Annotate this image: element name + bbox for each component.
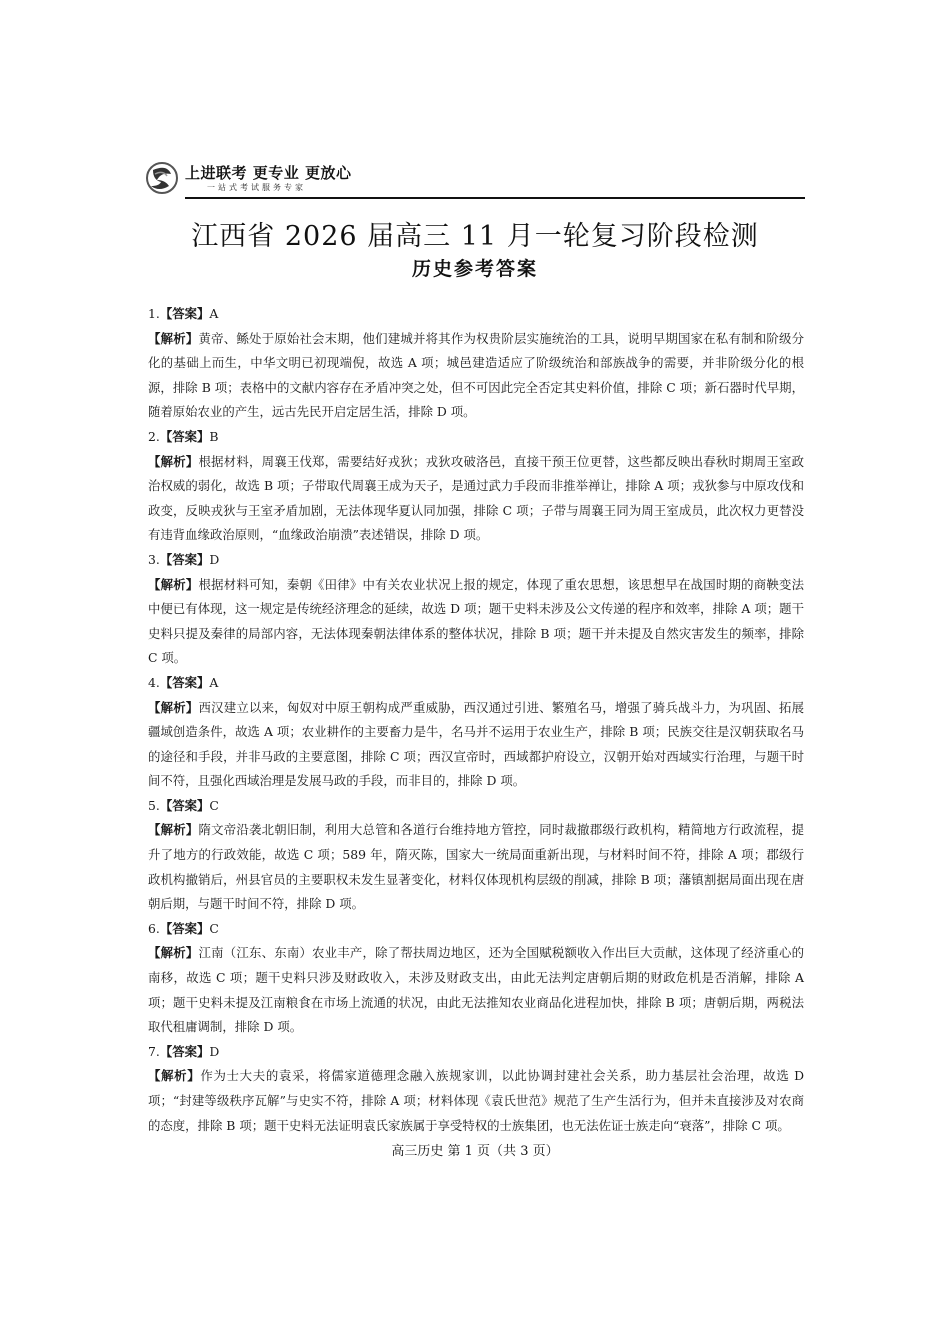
answers-list — [148, 302, 804, 1138]
explanation-tag: 【解析】 — [148, 330, 199, 346]
explanation-tag: 【解析】 — [148, 822, 199, 838]
page-subtitle: 历史参考答案 — [411, 258, 538, 280]
explanation-tag: 【解析】 — [148, 453, 199, 469]
answer-line — [148, 548, 804, 573]
question-item-5 — [148, 794, 804, 917]
explanation-text: 根据材料可知，秦朝《田律》中有关农业状况上报的规定，体现了重农思想，该思想早在战国时期的商鞅变法中便已有体现，这一规定是传统经济理念的延续，故选 D 项；题干史料未涉及公文传递的程序和效率，排除 A 项；题干史料只提及秦律的局部内容，无法体现秦朝法律体系的整体状况，排除 B 项；题干并未提及自然灾害发生的频率，排除 C 项。 — [148, 576, 805, 666]
answer-tag: 【答案】 — [159, 1043, 210, 1059]
explanation-line — [148, 450, 804, 548]
question-item-2 — [148, 425, 804, 548]
answer-line — [148, 1040, 804, 1065]
answer-tag: 【答案】 — [159, 920, 210, 936]
explanation-text: 江南（江东、东南）农业丰产，除了帮扶周边地区，还为全国赋税额收入作出巨大贡献，这体现了经济重心的南移，故选 C 项；题干史料只涉及财政收入，未涉及财政支出，由此无法判定唐朝后期的财政危机是否消解，排除 A 项；题干史料未提及江南粮食在市场上流通的状况，由此无法推知农业商品化进程加快，排除 B 项；唐朝后期，两税法取代租庸调制，排除 D 项。 — [148, 945, 805, 1035]
answer-value: C — [209, 920, 219, 936]
answer-line — [148, 794, 804, 819]
answer-tag: 【答案】 — [159, 797, 210, 813]
explanation-line — [148, 818, 804, 916]
question-number: 1. — [148, 306, 160, 321]
question-item-1 — [148, 302, 804, 425]
answer-value: D — [209, 551, 220, 567]
explanation-tag: 【解析】 — [148, 1068, 201, 1084]
answer-line — [148, 425, 804, 450]
explanation-text: 作为士大夫的袁采，将儒家道德理念融入族规家训，以此协调封建社会关系，助力基层社会治理，故选 D 项；“封建等级秩序瓦解”与史实不符，排除 A 项；材料体现《袁氏世范》规范了生产生活行为，但并未直接涉及对农商的态度，排除 B 项；题干史料无法证明袁氏家族属于享受特权的士族集团，也无法佐证士族走向“衰落”，排除 C 项。 — [148, 1068, 805, 1133]
answer-line — [148, 671, 804, 696]
question-item-3 — [148, 548, 804, 671]
explanation-text: 隋文帝沿袭北朝旧制，利用大总管和各道行台维持地方管控，同时裁撤郡级行政机构，精简地方行政流程，提升了地方的行政效能，故选 C 项；589 年，隋灭陈，国家大一统局面重新出现，与材料时间不符，排除 A 项；郡级行政机构撤销后，州县官员的主要职权未发生显著变化，材料仅体现机构层级的削减，排除 B 项；藩镇割据局面出现在唐朝后期，与题干时间不符，排除 D 项。 — [148, 822, 805, 912]
answer-value: C — [209, 797, 219, 813]
question-number: 5. — [148, 797, 160, 813]
explanation-line — [148, 1064, 804, 1138]
brand-tagline: 一站式考试服务专家 — [207, 183, 306, 192]
explanation-text: 根据材料，周襄王伐郑，需要结好戎狄；戎狄攻破洛邑，直接干预王位更替，这些都反映出春秋时期周王室政治权威的弱化，故选 B 项；子带取代周襄王成为天子，是通过武力手段而非推举禅让，排除 A 项；戎狄参与中原攻伐和政变，反映戎狄与王室矛盾加剧，无法体现华夏认同加强，排除 C 项；子带与周襄王同为周王室成员，此次权力更替没有违背血缘政治原则，“血缘政治崩溃”表述错误，排除 D 项。 — [148, 453, 805, 543]
answer-line — [148, 302, 804, 327]
answer-tag: 【答案】 — [159, 551, 210, 567]
explanation-line — [148, 327, 804, 425]
answer-value: B — [209, 428, 219, 444]
question-number: 7. — [148, 1043, 160, 1059]
question-number: 4. — [148, 674, 160, 690]
explanation-text: 西汉建立以来，匈奴对中原王朝构成严重威胁，西汉通过引进、繁殖名马，增强了骑兵战斗力，为巩固、拓展疆域创造条件，故选 A 项；农业耕作的主要畜力是牛，名马并不运用于农业生产，排除 B 项；民族交往是汉朝获取名马的途径和手段，并非马政的主要意图，排除 C 项；西汉宣帝时，西域都护府设立，汉朝开始对西域实行治理，与题干时间不符，且强化西域治理是发展马政的手段，而非目的，排除 D 项。 — [148, 699, 805, 789]
answer-tag: 【答案】 — [159, 428, 210, 444]
explanation-text: 黄帝、鲧处于原始社会末期，他们建城并将其作为权贵阶层实施统治的工具，说明早期国家在私有制和阶级分化的基础上而生，中华文明已初现端倪，故选 A 项；城邑建造适应了阶级统治和部族战争的需要，并非阶级分化的根源，排除 B 项；表格中的文献内容存在矛盾冲突之处，但不可因此完全否定其史料价值，排除 C 项；新石器时代早期，随着原始农业的产生，远古先民开启定居生活，排除 D 项。 — [148, 330, 805, 420]
answer-value: A — [209, 306, 219, 321]
answer-line — [148, 917, 804, 942]
explanation-line — [148, 573, 804, 671]
explanation-tag: 【解析】 — [148, 576, 199, 592]
header-divider — [185, 197, 805, 199]
explanation-line — [148, 941, 804, 1039]
answer-value: D — [209, 1043, 220, 1059]
explanation-line — [148, 696, 804, 794]
brand-logo-icon — [145, 160, 179, 196]
question-number: 3. — [148, 551, 160, 567]
question-number: 6. — [148, 920, 160, 936]
question-number: 2. — [148, 428, 160, 444]
explanation-tag: 【解析】 — [148, 699, 199, 715]
question-item-7 — [148, 1040, 804, 1138]
brand-slogan: 上进联考 更专业 更放心 — [185, 164, 352, 182]
answer-tag: 【答案】 — [159, 674, 210, 690]
answer-tag: 【答案】 — [159, 306, 210, 321]
brand-header — [145, 160, 805, 200]
explanation-tag: 【解析】 — [148, 945, 199, 961]
page-title: 江西省 2026 届高三 11 月一轮复习阶段检测 — [191, 221, 759, 252]
question-item-4 — [148, 671, 804, 794]
answer-value: A — [209, 674, 219, 690]
page-footer: 高三历史 第 1 页（共 3 页） — [391, 1144, 559, 1159]
question-item-6 — [148, 917, 804, 1040]
